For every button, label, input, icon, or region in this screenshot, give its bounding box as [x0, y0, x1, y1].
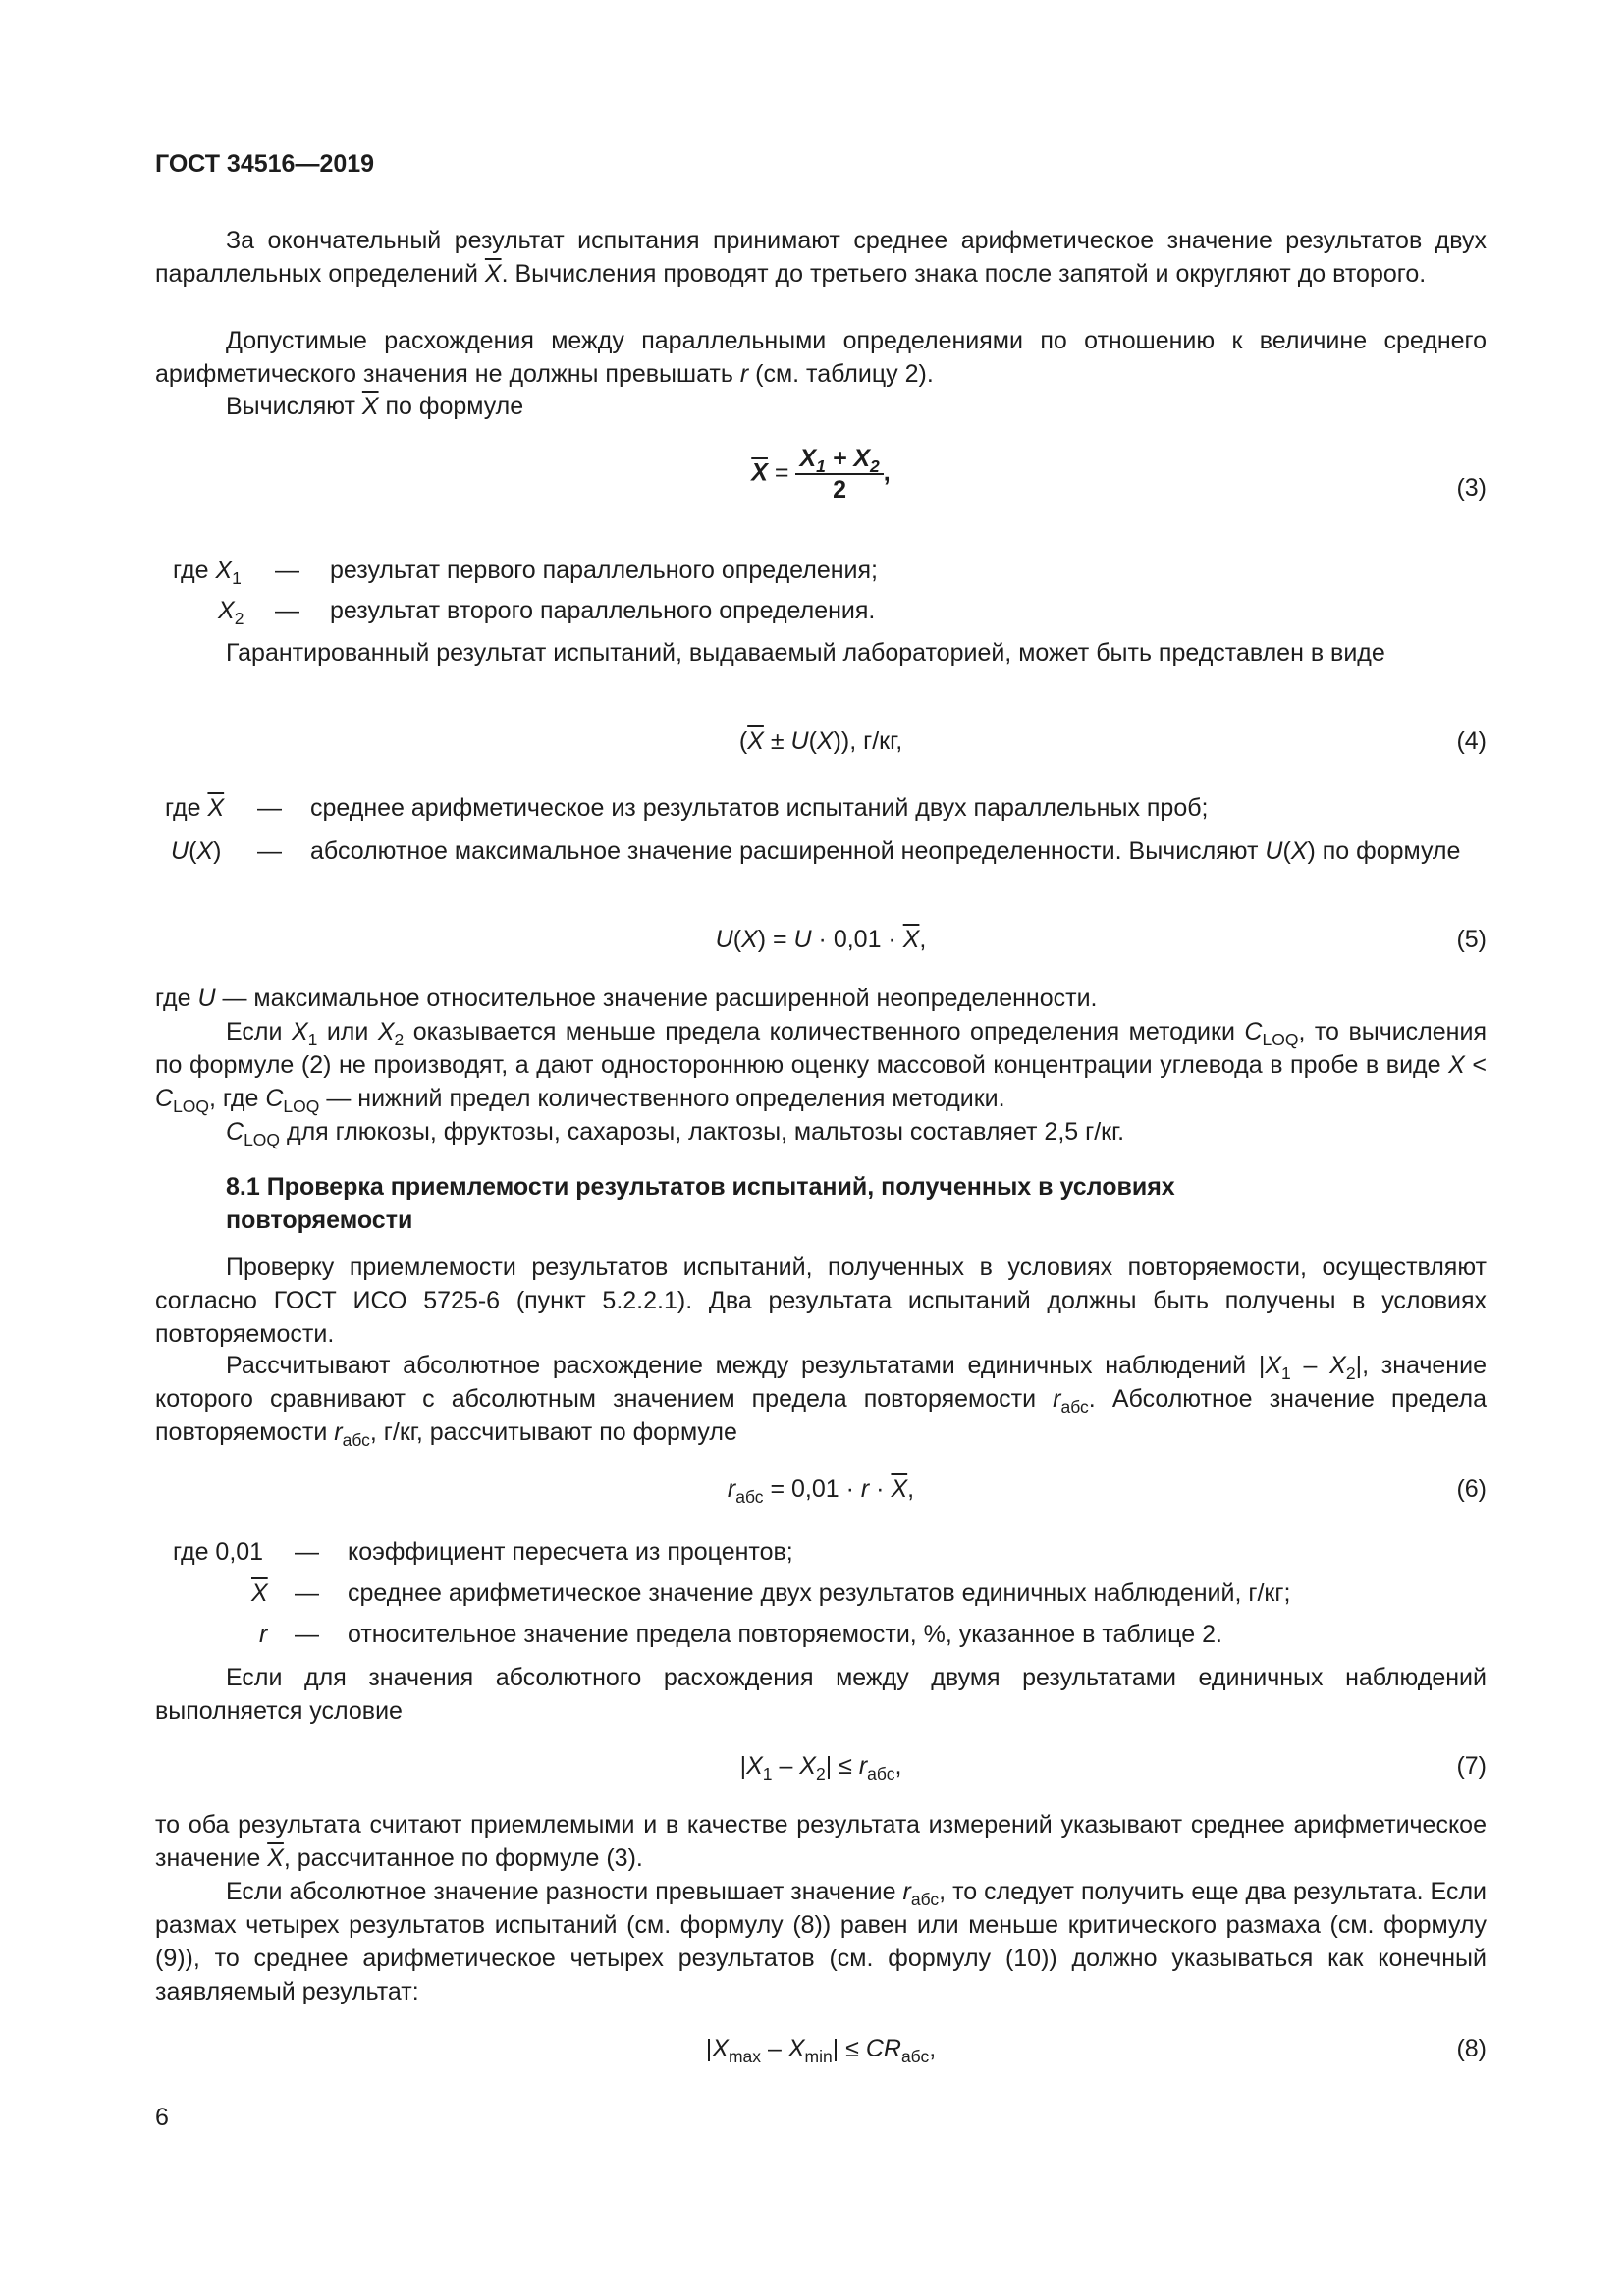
where-symbol-x2: $X_2$	[218, 597, 244, 629]
where-label: где 0,01	[173, 1538, 264, 1566]
page-number: 6	[155, 2104, 169, 2131]
paragraph-11: то оба результата считают приемлемыми и в качестве результата измерений указывают среднее арифметическое значение $\overline{X}$, рассчитанное по формуле (3).	[155, 1811, 1487, 1872]
em-dash: —	[295, 1621, 319, 1648]
paragraph-10: Если для значения абсолютного расхождения между двумя результатами единичных наблюдений выполняется условие	[155, 1664, 1487, 1725]
fraction: $\frac{X_1 + X_2}{2}$	[795, 444, 883, 505]
paragraph-4: Гарантированный результат испытаний, выдаваемый лабораторией, может быть представлен в виде	[226, 639, 1385, 667]
where-item-coef: коэффициент пересчета из процентов;	[348, 1538, 793, 1566]
paragraph-3: Вычисляют $\overline{X}$ по формуле	[226, 393, 524, 420]
formula-4: $(\overline{X} \pm U(X))$, г/кг,	[738, 727, 903, 755]
where-item-x1: результат первого параллельного определения;	[330, 557, 878, 584]
formula-7: $|X_1 - X_2| \le r_{абс}$,	[739, 1752, 902, 1785]
equation-number-8: (8)	[1456, 2035, 1487, 2062]
where-label: где $X_1$	[173, 557, 242, 589]
where-label: где $\overline{X}$	[165, 794, 225, 822]
formula-3: $\overline{X}$ = $\frac{X_1 + X_2}{2}$ ,	[751, 445, 891, 504]
em-dash: —	[257, 837, 282, 865]
em-dash: —	[257, 794, 282, 822]
equation-number-5: (5)	[1456, 926, 1487, 953]
where-item-mean: среднее арифметическое из результатов испытаний двух параллельных проб;	[310, 794, 1209, 822]
em-dash: —	[295, 1538, 319, 1566]
paragraph-12: Если абсолютное значение разности превышает значение $r_{абс}$, то следует получить еще два результата. Если размах четырех результатов испытаний (см. формулу (8)) равен или меньше критического размаха (см. формулу (9)), то среднее арифметическое четырех результатов (см. формулу (10)) должно указываться как конечный заявляемый результат:	[155, 1878, 1488, 2005]
where-item-ux: абсолютное максимальное значение расширенной неопределенности. Вычисляют U(X) по формуле	[310, 837, 1461, 865]
em-dash: —	[275, 557, 299, 584]
where-symbol-ux: U(X)	[171, 837, 222, 865]
equation-number-4: (4)	[1456, 727, 1487, 755]
equation-number-3: (3)	[1456, 474, 1487, 502]
paragraph-6: Если $X_1$ или $X_2$ оказывается меньше предела количественного определения методики $C_{LOQ}$, то вычисления по формуле (2) не производят, а дают одностороннюю оценку массовой концентрации углевода в пробе в виде $X < C_{LOQ}$, где $C_{LOQ}$ — нижний предел количественного определения методики.	[155, 1018, 1487, 1117]
equation-number-6: (6)	[1456, 1475, 1487, 1503]
where-item-mean2: среднее арифметическое значение двух результатов единичных наблюдений, г/кг;	[348, 1579, 1291, 1607]
equation-number-7: (7)	[1456, 1752, 1487, 1780]
paragraph-7: $C_{LOQ}$ для глюкозы, фруктозы, сахарозы, лактозы, мальтозы составляет 2,5 г/кг.	[226, 1118, 1125, 1150]
where-item-r: относительное значение предела повторяемости, %, указанное в таблице 2.	[348, 1621, 1222, 1648]
formula-8: $|X_{max} - X_{min}| \le CR_{абс}$,	[705, 2035, 937, 2067]
document-header: ГОСТ 34516—2019	[155, 150, 375, 178]
where-symbol-mean: $\overline{X}$	[251, 1579, 268, 1607]
em-dash: —	[275, 597, 299, 624]
paragraph-5: где U — максимальное относительное значение расширенной неопределенности.	[155, 985, 1098, 1012]
where-item-x2: результат второго параллельного определения.	[330, 597, 876, 624]
where-symbol-r: r	[259, 1621, 268, 1648]
em-dash: —	[295, 1579, 319, 1607]
paragraph-8: Проверку приемлемости результатов испытаний, полученных в условиях повторяемости, осуществляют согласно ГОСТ ИСО 5725-6 (пункт 5.2.2.1). Два результата испытаний должны быть получены в условиях повторяемости.	[155, 1254, 1487, 1348]
formula-5: $U(X) = U \cdot 0,01 \cdot \overline{X}$,	[715, 926, 927, 953]
section-heading-8-1: 8.1 Проверка приемлемости результатов испытаний, полученных в условиях повторяемости	[226, 1173, 1175, 1234]
formula-6: $r_{абс} = 0,01 \cdot r \cdot \overline{X}$,	[727, 1475, 915, 1508]
paragraph-2: Допустимые расхождения между параллельными определениями по отношению к величине среднего арифметического значения не должны превышать r (см. таблицу 2).	[155, 327, 1487, 388]
paragraph-9: Рассчитывают абсолютное расхождение между результатами единичных наблюдений $|X_1 - X_2|$, значение которого сравнивают с абсолютным значением предела повторяемости $r_{абс}$. Абсолютное значение предела повторяемости $r_{абс}$, г/кг, рассчитывают по формуле	[155, 1352, 1487, 1451]
paragraph-1: За окончательный результат испытания принимают среднее арифметическое значение результатов двух параллельных определений $\overline{X}$. Вычисления проводят до третьего знака после запятой и округляют до второго.	[155, 227, 1487, 288]
